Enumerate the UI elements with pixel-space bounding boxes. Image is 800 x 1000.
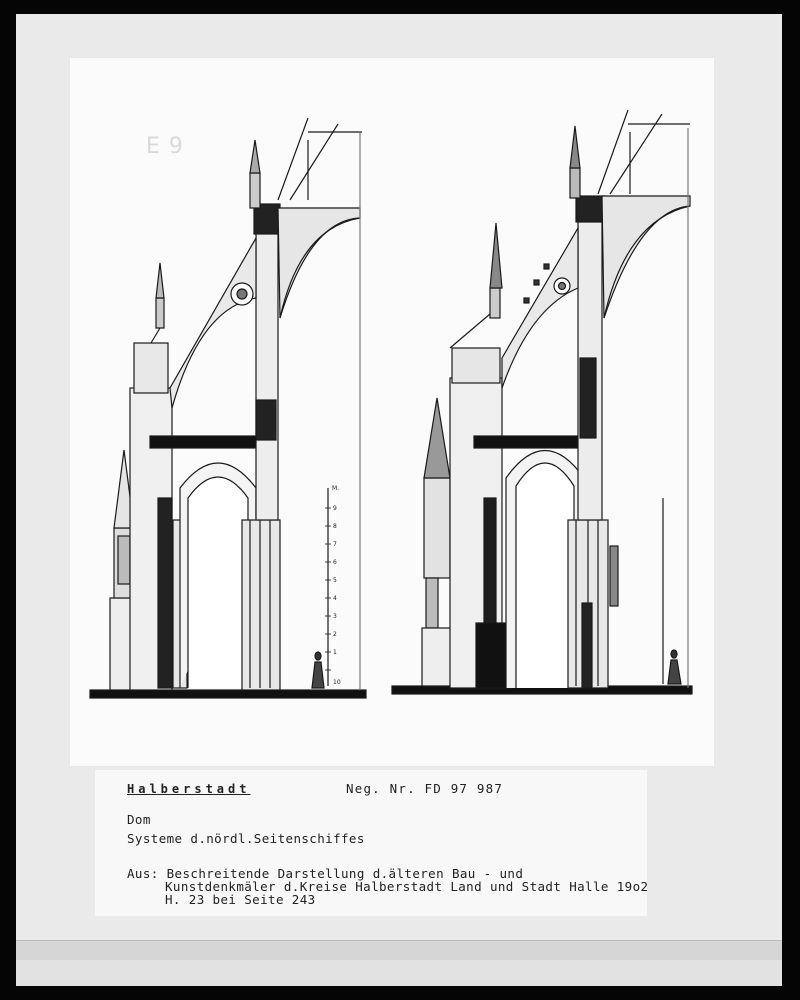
pinnacle-left-mid (156, 263, 164, 298)
scale-tick-label: 8 (333, 523, 337, 530)
pinnacle-right-left (424, 398, 450, 478)
cathedral-cross-section-drawings (70, 58, 714, 766)
flying-buttress-right (502, 228, 578, 388)
pinnacle-right-mid (490, 223, 502, 288)
source-line-2: Kunstdenkmäler d.Kreise Halberstadt Land und Stadt Halle 19o2 (165, 879, 649, 894)
object-name: Dom (127, 812, 151, 827)
card-bottom-edge (16, 940, 782, 961)
human-figure-left (312, 662, 324, 688)
scale-tick-label: 5 (333, 577, 337, 584)
ground-line-left (90, 690, 366, 698)
scale-tick-label: 2 (333, 631, 337, 638)
negative-corner-mark: E 9 (146, 134, 184, 159)
negative-number: Neg. Nr. FD 97 987 (346, 781, 504, 796)
mounted-photograph (70, 58, 714, 766)
source-line-1: Aus: Beschreitende Darstellung d.älteren Bau - und (127, 866, 524, 881)
arcade-column-left (242, 520, 280, 690)
pinnacle-right-top (570, 126, 580, 168)
scale-tick-label: 3 (333, 613, 337, 620)
human-figure-right (668, 660, 681, 684)
subject-line: Systeme d.nördl.Seitenschiffes (127, 831, 365, 846)
scale-tick-label: 7 (333, 541, 337, 548)
pinnacle-left-top (250, 140, 260, 173)
scale-tick-label: 4 (333, 595, 337, 602)
card-base-strip (16, 960, 782, 986)
scale-tick-label: 9 (333, 505, 337, 512)
clerestory-pier-left (256, 208, 278, 520)
scale-tick-label: 6 (333, 559, 337, 566)
city-heading: Halberstadt (127, 782, 251, 796)
scale-unit-label: M. (332, 485, 340, 492)
source-line-3: H. 23 bei Seite 243 (165, 892, 316, 907)
scale-tick-label: 10 (333, 679, 341, 686)
scale-tick-label: 1 (333, 649, 337, 656)
flying-buttress-left (170, 238, 256, 408)
